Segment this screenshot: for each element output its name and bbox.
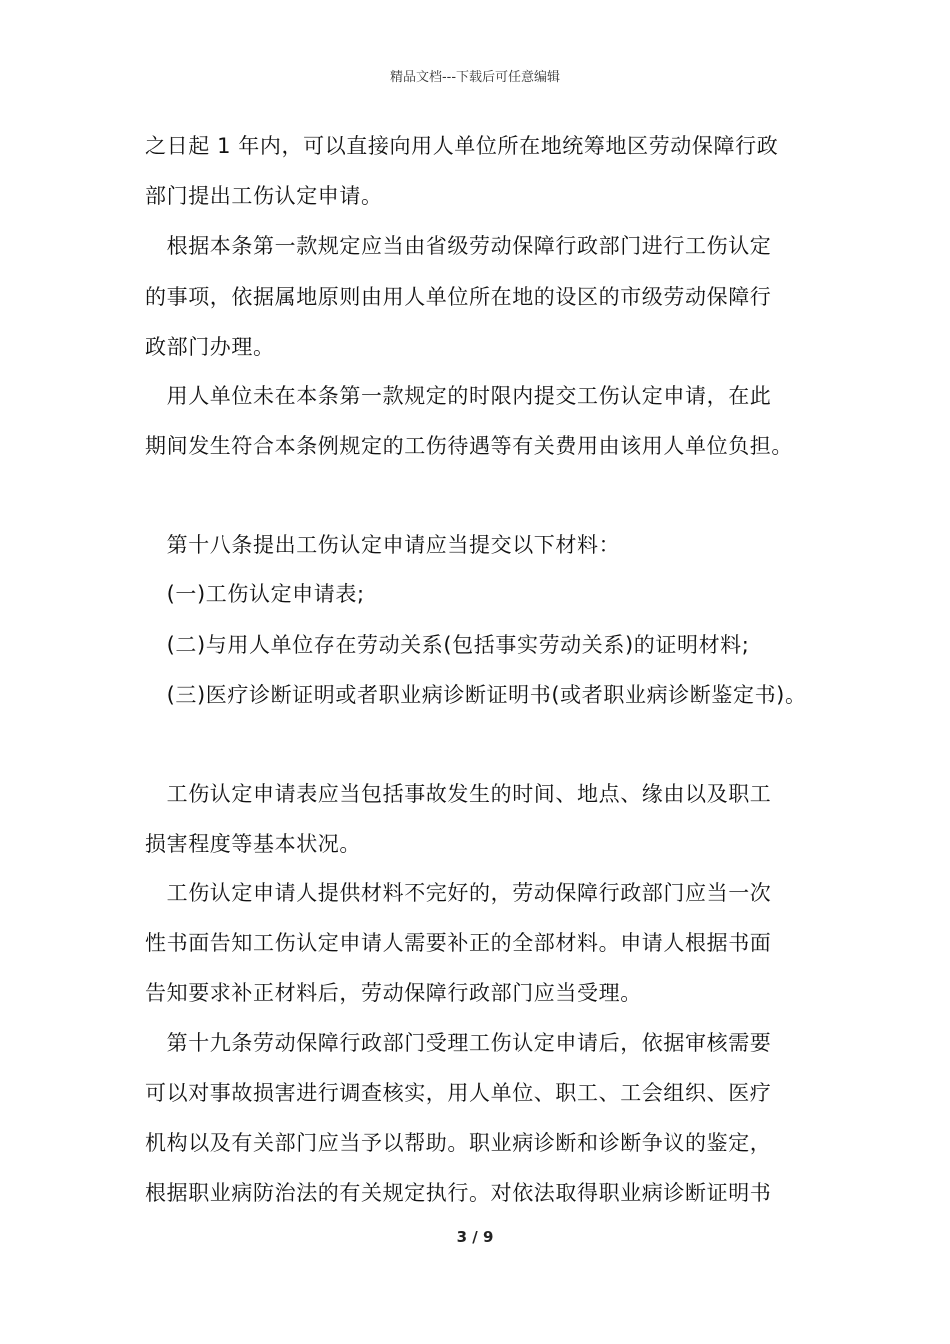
body-line: 的事项，依据属地原则由用人单位所在地的设区的市级劳动保障行 [145,285,772,309]
body-line: 可以对事故损害进行调查核实，用人单位、职工、工会组织、医疗 [145,1081,772,1105]
body-line: 之日起 1 年内，可以直接向用人单位所在地统筹地区劳动保障行政 [145,134,779,158]
body-line: 性书面告知工伤认定申请人需要补正的全部材料。申请人根据书面 [145,931,772,955]
page-number: 3 / 9 [456,1228,494,1246]
body-line: 第十八条提出工伤认定申请应当提交以下材料： [145,533,621,557]
body-line: 根据本条第一款规定应当由省级劳动保障行政部门进行工伤认定 [145,234,772,258]
body-line: (三)医疗诊断证明或者职业病诊断证明书(或者职业病诊断鉴定书)。 [145,683,807,707]
body-line: 工伤认定申请表应当包括事故发生的时间、地点、缘由以及职工 [145,782,772,806]
body-line: 损害程度等基本状况。 [145,832,361,856]
page-header: 精品文档---下载后可任意编辑 [389,70,561,85]
body-line: 用人单位未在本条第一款规定的时限内提交工伤认定申请，在此 [145,384,772,408]
body-line: 机构以及有关部门应当予以帮助。职业病诊断和诊断争议的鉴定， [145,1131,772,1155]
body-line: 根据职业病防治法的有关规定执行。对依法取得职业病诊断证明书 [145,1181,772,1205]
body-line: 第十九条劳动保障行政部门受理工伤认定申请后，依据审核需要 [145,1031,772,1055]
body-line: 政部门办理。 [145,335,275,359]
body-line: 期间发生符合本条例规定的工伤待遇等有关费用由该用人单位负担。 [145,434,793,458]
body-line: (一)工伤认定申请表; [145,582,365,606]
body-line: 部门提出工伤认定申请。 [145,184,383,208]
body-line: 工伤认定申请人提供材料不完好的，劳动保障行政部门应当一次 [145,881,772,905]
body-line: (二)与用人单位存在劳动关系(包括事实劳动关系)的证明材料; [145,633,750,657]
body-line: 告知要求补正材料后，劳动保障行政部门应当受理。 [145,981,642,1005]
